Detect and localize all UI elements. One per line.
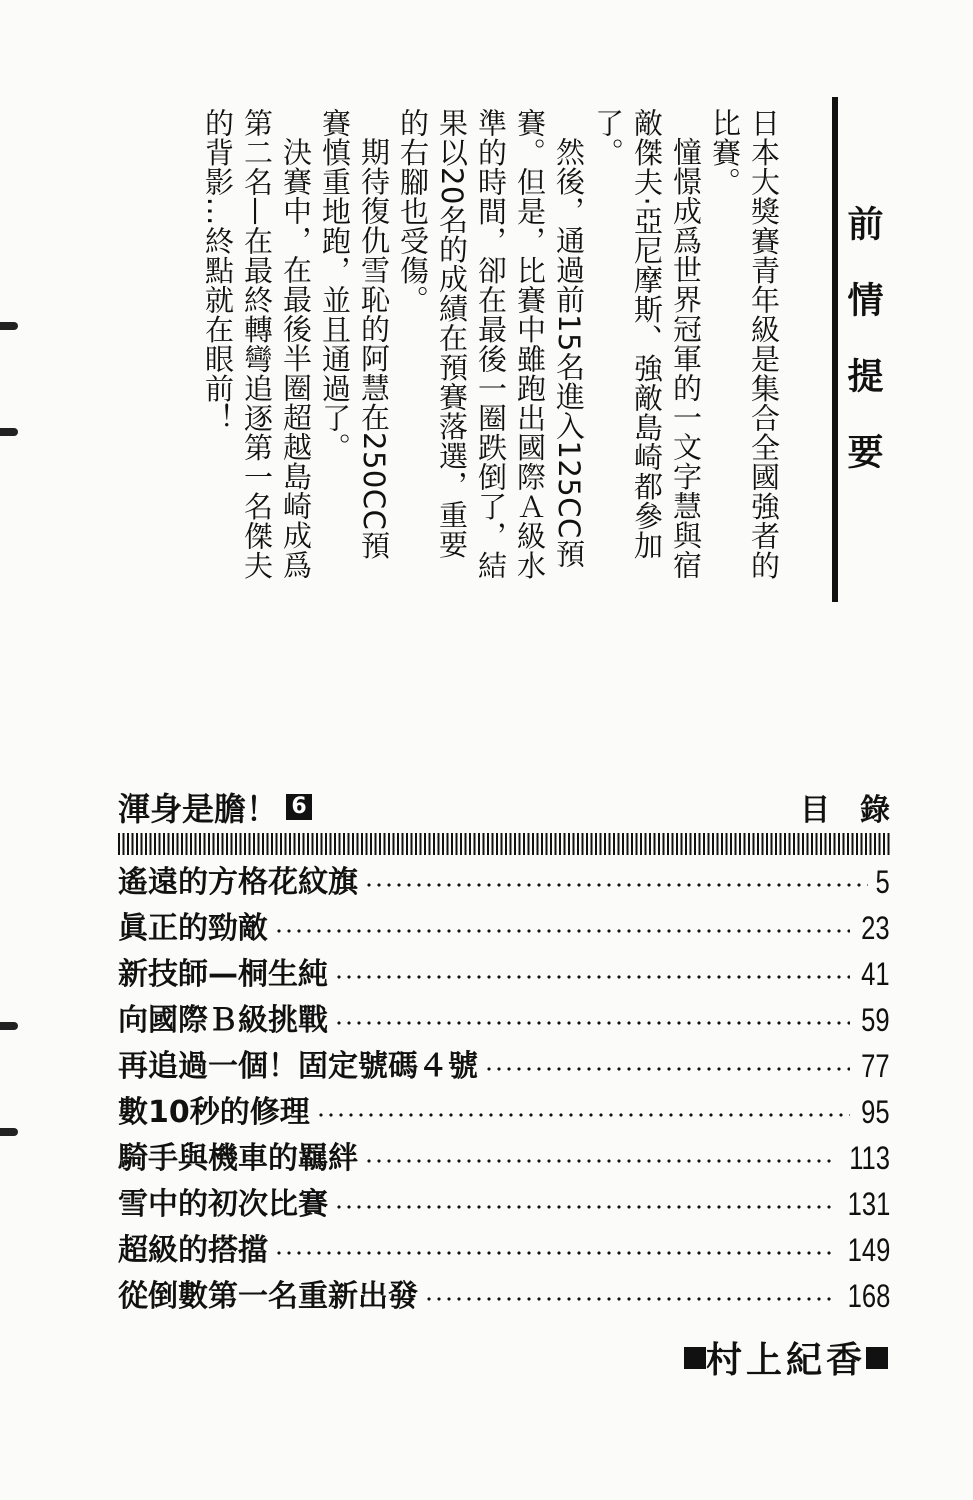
dot-leader xyxy=(364,1157,835,1165)
chapter-title: 從倒數第一名重新出發 xyxy=(118,1279,418,1314)
summary-text xyxy=(198,108,783,588)
chapter-title: 遙遠的方格花紋旗 xyxy=(118,865,358,900)
chapter-title: 新技師—桐生純 xyxy=(118,957,328,992)
toc-entry xyxy=(118,901,890,947)
summary-paragraph: 決賽中，在最後半圈超越島崎成爲第二名—在最終轉彎追逐第一名傑夫的背影…終點就在眼前！ xyxy=(201,108,313,580)
binding-mark xyxy=(0,322,18,330)
toc-entry xyxy=(118,993,890,1039)
page-number: 149 xyxy=(847,1232,890,1268)
dot-leader xyxy=(364,881,868,889)
dot-leader xyxy=(274,1249,833,1257)
series-title xyxy=(118,784,312,830)
summary-paragraph: 然後，通過前15名進入125CC預賽。但是，比賽中雖跑出國際Ａ級水準的時間，卻在最後一圈跌倒了，結果以20名的成績在預賽落選，重要的右腳也受傷。 xyxy=(396,108,586,580)
binding-mark xyxy=(0,428,18,436)
toc-entry xyxy=(118,1269,890,1315)
page-number: 113 xyxy=(849,1140,890,1176)
summary-paragraph: 日本大獎賽青年級是集合全國強者的比賽。 xyxy=(708,108,781,580)
summary-heading: 前情提要 xyxy=(842,205,883,509)
toc-title: 目錄 xyxy=(800,793,920,828)
dot-leader xyxy=(334,973,850,981)
dot-leader xyxy=(424,1295,833,1303)
page-number: 95 xyxy=(861,1094,890,1130)
decorative-stripe xyxy=(118,833,890,855)
toc-entry xyxy=(118,1085,890,1131)
dot-leader xyxy=(334,1019,850,1027)
dot-leader xyxy=(334,1203,833,1211)
toc-entry xyxy=(118,1039,890,1085)
page-number: 77 xyxy=(861,1048,890,1084)
toc-entries xyxy=(118,855,890,1315)
page-number: 5 xyxy=(875,864,890,900)
chapter-title: 超級的搭擋 xyxy=(118,1233,268,1268)
chapter-title: 騎手與機車的羈絆 xyxy=(118,1141,358,1176)
dot-leader xyxy=(484,1065,850,1073)
dot-leader xyxy=(316,1111,851,1119)
author xyxy=(684,1332,888,1383)
toc-header xyxy=(118,785,920,829)
page-number: 23 xyxy=(861,910,890,946)
page-number: 131 xyxy=(847,1186,890,1222)
chapter-title: 向國際Ｂ級挑戰 xyxy=(118,1003,328,1038)
toc-entry xyxy=(118,855,890,901)
summary-paragraph: 憧憬成爲世界冠軍的一文字慧與宿敵傑夫·亞尼摩斯、強敵島崎都參加了。 xyxy=(591,108,703,580)
summary-paragraph: 期待復仇雪恥的阿慧在250CC預賽慎重地跑，並且通過了。 xyxy=(318,108,391,560)
toc-entry xyxy=(118,1223,890,1269)
chapter-title: 數10秒的修理 xyxy=(118,1095,310,1130)
dot-leader xyxy=(274,927,850,935)
page-number: 41 xyxy=(861,956,890,992)
chapter-title: 再追過一個！固定號碼４號 xyxy=(118,1049,478,1084)
series-name: 渾身是膽！ xyxy=(118,790,279,828)
page-number: 168 xyxy=(847,1278,890,1314)
author-name: 村上紀香 xyxy=(705,1340,866,1381)
page-number: 59 xyxy=(861,1002,890,1038)
chapter-title: 眞正的勁敵 xyxy=(118,911,268,946)
heading-rule xyxy=(832,97,838,602)
binding-mark xyxy=(0,1022,18,1030)
chapter-title: 雪中的初次比賽 xyxy=(118,1187,328,1222)
binding-mark xyxy=(0,1128,18,1136)
square-icon xyxy=(866,1347,888,1369)
volume-badge: 6 xyxy=(286,794,312,820)
table-of-contents xyxy=(118,785,920,1315)
toc-entry xyxy=(118,1177,890,1223)
toc-entry xyxy=(118,947,890,993)
square-icon xyxy=(684,1347,706,1369)
toc-entry xyxy=(118,1131,890,1177)
